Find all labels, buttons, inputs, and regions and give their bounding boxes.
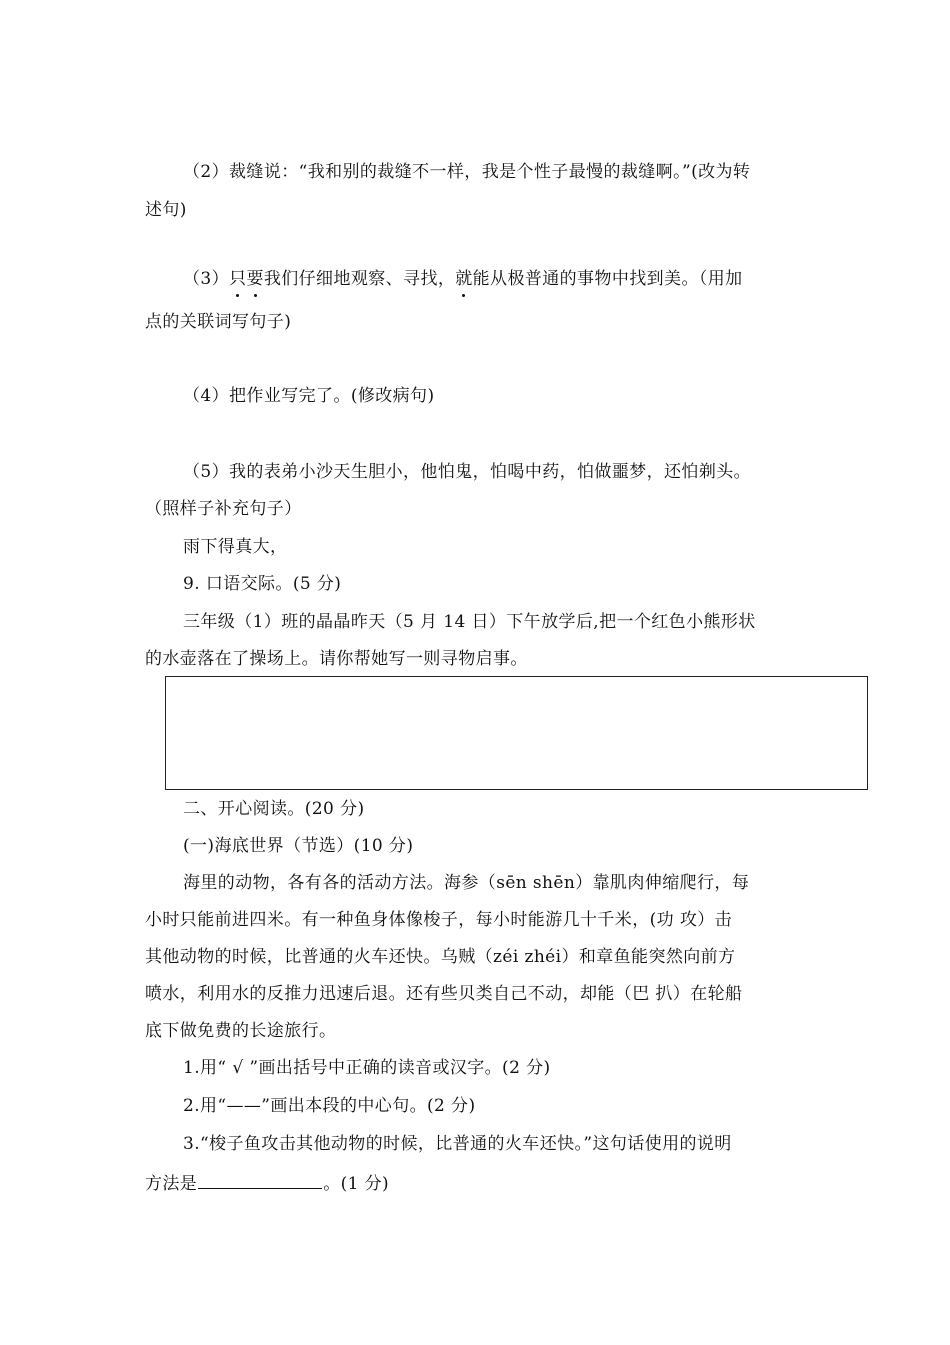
q8-item5-line1: （5）我的表弟小沙天生胆小，他怕鬼，怕喝中药，怕做噩梦，还怕剃头。 (183, 462, 752, 482)
question-2: 2.用“——”画出本段的中心句。(2 分) (183, 1096, 476, 1116)
q8-item5-line3: 雨下得真大， (183, 537, 288, 557)
answer-box[interactable] (165, 676, 868, 790)
passage-line: 海里的动物，各有各的活动方法。海参（sēn shēn）靠肌肉伸缩爬行，每 (183, 873, 750, 893)
q8-item3-prefix: （3） (183, 269, 230, 289)
question-3-line2 (145, 1170, 389, 1196)
passage-line: 底下做免费的长途旅行。 (145, 1021, 337, 1041)
q9-line1: 三年级（1）班的晶晶昨天（5 月 14 日）下午放学后,把一个红色小熊形状 (183, 612, 756, 632)
q9-line2: 的水壶落在了操场上。请你帮她写一则寻物启事。 (145, 649, 528, 669)
q8-item5-line2: （照样子补充句子） (145, 499, 302, 519)
emphasis-dot-char: 要 (246, 269, 264, 289)
q8-item4-line1: （4）把作业写完了。(修改病句) (183, 386, 435, 406)
passage-line: 小时只能前进四米。有一种鱼身体像梭子，每小时能游几十千米，(功 攻）击 (145, 910, 733, 930)
question-3-prefix: 方法是 (145, 1174, 198, 1194)
q8-item3-rest: 能从极普通的事物中找到美。（用加 (472, 269, 743, 289)
q8-item2-line2: 述句) (145, 200, 187, 220)
answer-blank[interactable] (198, 1170, 322, 1189)
question-1: 1.用“ √ ”画出括号中正确的读音或汉字。(2 分) (183, 1058, 551, 1078)
passage-line: 其他动物的时候，比普通的火车还快。乌贼（zéi zhéi）和章鱼能突然向前方 (145, 947, 736, 967)
emphasis-dot-char: 只 (229, 269, 247, 289)
q8-item3-line1 (183, 267, 743, 291)
question-3-line1: 3.“梭子鱼攻击其他动物的时候，比普通的火车还快。”这句话使用的说明 (183, 1134, 732, 1154)
part1-title: (一)海底世界（节选）(10 分) (183, 836, 414, 856)
passage-line: 喷水，利用水的反推力迅速后退。还有些贝类自己不动，却能（巴 扒）在轮船 (145, 984, 743, 1004)
q8-item3-line2: 点的关联词写句子) (145, 312, 292, 332)
q8-item3-mid: 我们仔细地观察、寻找， (263, 269, 456, 289)
q8-item2-line1: （2）裁缝说：“我和别的裁缝不一样，我是个性子最慢的裁缝啊。”(改为转 (183, 162, 751, 182)
emphasis-dot-char: 就 (455, 269, 473, 289)
question-3-suffix: 。(1 分) (323, 1174, 390, 1194)
q9-title: 9. 口语交际。(5 分) (183, 574, 342, 594)
section2-title: 二、开心阅读。(20 分) (183, 799, 365, 819)
